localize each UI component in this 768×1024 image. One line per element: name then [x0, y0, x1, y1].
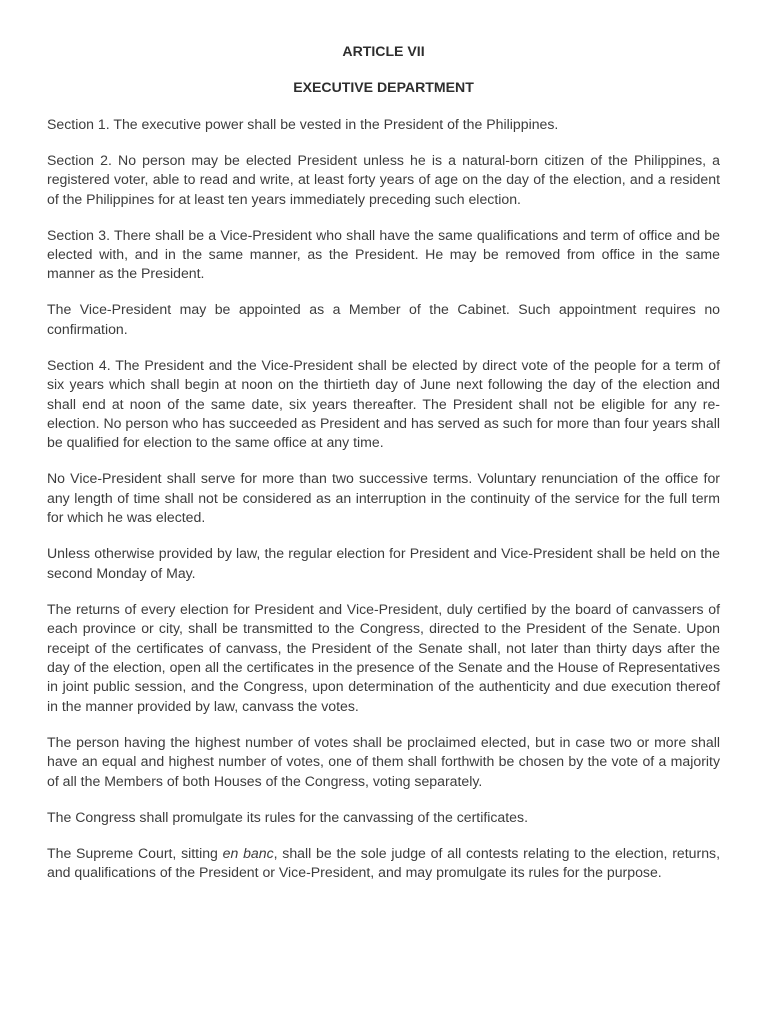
- paragraph-returns: The returns of every election for President and Vice-President, duly certified by the board of canvassers of each province or city, shall be transmitted to the Congress, directed to the President of the Senate. Upon receipt of the certificates of canvass, the President of the Senate shall, not later than thirty days after the day of the election, open all the certificates in the presence of the Senate and the House of Representatives in joint public session, and the Congress, upon determination of the authenticity and due execution thereof in the manner provided by law, canvass the votes.: [47, 600, 720, 714]
- supreme-court-text-before: The Supreme Court, sitting: [47, 844, 223, 861]
- paragraph-regular-election: Unless otherwise provided by law, the regular election for President and Vice-President shall be held on the second Monday of May.: [47, 545, 720, 581]
- department-title: EXECUTIVE DEPARTMENT: [293, 79, 474, 96]
- paragraph-vp-cabinet: The Vice-President may be appointed as a Member of the Cabinet. Such appointment requires no confirmation.: [47, 301, 720, 337]
- en-banc-emphasis: en banc: [222, 844, 274, 861]
- article-title: ARTICLE VII: [342, 43, 425, 59]
- paragraph-section-4: Section 4. The President and the Vice-President shall be elected by direct vote of the people for a term of six years which shall begin at noon on the thirtieth day of June next following the day of the election and shall end at noon of the same date, six years thereafter. The President shall not be eligible for any re-election. No person who has succeeded as President and has served as such for more than four years shall be qualified for election to the same office at any time.: [47, 356, 720, 451]
- supreme-court-text-after: , shall be the sole judge of all contests relating to the election, returns, and qualifications of the President or Vice-President, and may promulgate its rules for the purpose.: [47, 844, 720, 880]
- document-page: [47, 42, 720, 899]
- paragraph-supreme-court: [47, 844, 720, 883]
- paragraph-canvassing-rules: The Congress shall promulgate its rules for the canvassing of the certificates.: [47, 808, 528, 825]
- paragraph-section-3: Section 3. There shall be a Vice-President who shall have the same qualifications and term of office and be elected with, and in the same manner, as the President. He may be removed from office in the same manner as the President.: [47, 226, 720, 282]
- paragraph-vp-terms: No Vice-President shall serve for more than two successive terms. Voluntary renunciation of the office for any length of time shall not be considered as an interruption in the continuity of the service for the full term for which he was elected.: [47, 470, 720, 526]
- paragraph-section-2: Section 2. No person may be elected President unless he is a natural-born citizen of the Philippines, a registered voter, able to read and write, at least forty years of age on the day of the election, and a resident of the Philippines for at least ten years immediately preceding such election.: [47, 151, 720, 207]
- paragraph-section-1: Section 1. The executive power shall be vested in the President of the Philippines.: [47, 115, 559, 132]
- paragraph-highest-votes: The person having the highest number of votes shall be proclaimed elected, but in case two or more shall have an equal and highest number of votes, one of them shall forthwith be chosen by the vote of a majority of all the Members of both Houses of the Congress, voting separately.: [47, 733, 720, 789]
